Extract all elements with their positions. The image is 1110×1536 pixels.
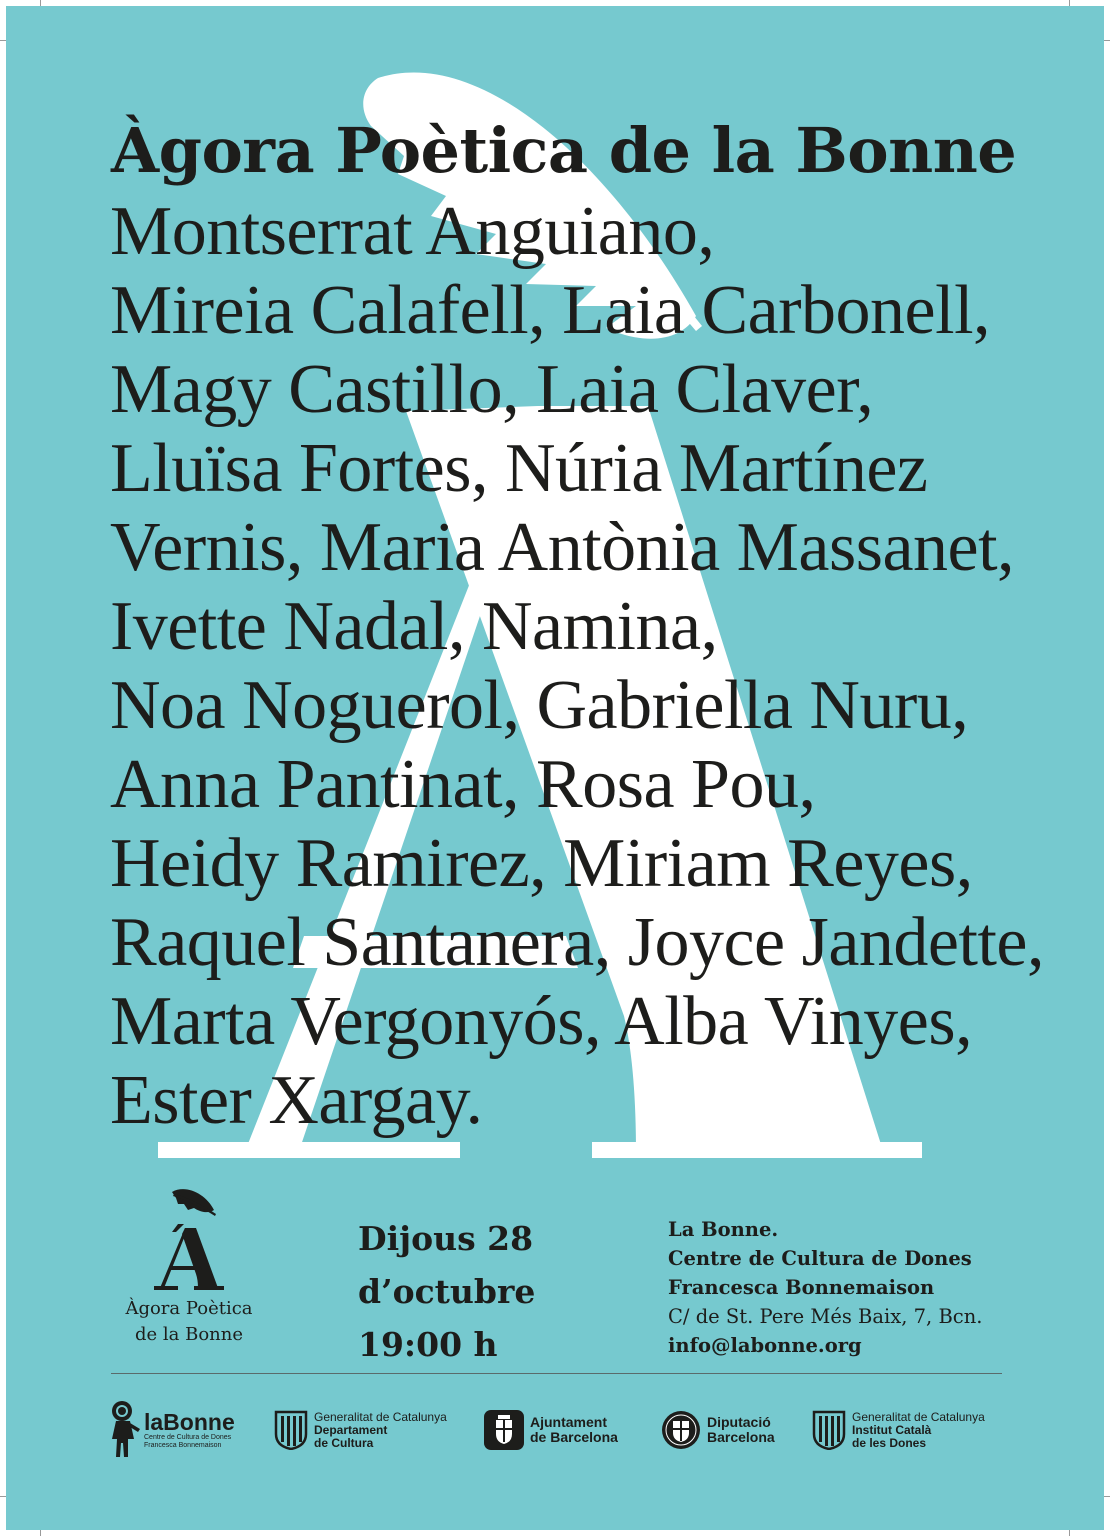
sponsor-line: Generalitat de Catalunya (852, 1409, 985, 1424)
sponsor-line: de Cultura (314, 1435, 374, 1450)
logo-caption (106, 1296, 272, 1348)
venue-name-line: La Bonne. (668, 1218, 779, 1241)
sponsor-diputacio-barcelona (661, 1402, 775, 1458)
event-time: 19:00 h (358, 1325, 498, 1364)
sponsor-labonne-name: laBonne (144, 1409, 235, 1435)
poet-line: Heidy Ramirez, Miriam Reyes, (110, 825, 973, 902)
venue-info (668, 1215, 982, 1360)
poster-title: Àgora Poètica de la Bonne (111, 114, 1017, 187)
event-date-line: Dijous 28 (358, 1219, 534, 1258)
poet-line: Magy Castillo, Laia Claver, (110, 351, 874, 428)
poet-line: Noa Noguerol, Gabriella Nuru, (110, 667, 969, 744)
round-crest-icon (661, 1410, 701, 1450)
poet-line: Vernis, Maria Antònia Massanet, (110, 509, 1015, 586)
poet-line: Marta Vergonyós, Alba Vinyes, (110, 983, 973, 1060)
senyera-shield-icon (274, 1410, 308, 1450)
sponsor-labonne-sub: Francesca Bonnemaison (144, 1442, 222, 1449)
event-date-time (358, 1212, 535, 1371)
venue-name-line: Francesca Bonnemaison (668, 1276, 935, 1299)
agora-logo-icon (144, 1184, 234, 1296)
poster (6, 6, 1104, 1530)
sponsor-line: de Barcelona (530, 1429, 618, 1445)
venue-address: C/ de St. Pere Més Baix, 7, Bcn. (668, 1305, 983, 1328)
footer-divider (111, 1373, 1002, 1374)
girl-silhouette-icon (108, 1399, 142, 1461)
sponsor-line: Generalitat de Catalunya (314, 1409, 447, 1424)
sponsor-institut-catala-dones (812, 1402, 985, 1458)
poet-line: Raquel Santanera, Joyce Jandette, (110, 904, 1044, 981)
sponsor-labonne-sub: Centre de Cultura de Dones (144, 1434, 232, 1441)
poet-line: Mireia Calafell, Laia Carbonell, (110, 272, 991, 349)
sponsor-generalitat-cultura (274, 1402, 447, 1458)
poet-line: Ivette Nadal, Namina, (110, 588, 718, 665)
venue-email-link[interactable]: info@labonne.org (668, 1334, 862, 1357)
event-date-line: d’octubre (358, 1272, 536, 1311)
sponsor-line: Institut Català (852, 1422, 932, 1437)
sponsor-line: Ajuntament (530, 1414, 607, 1430)
sponsor-line: Departament (314, 1422, 388, 1437)
sponsor-line: Diputació (707, 1414, 771, 1430)
sponsor-line: de les Dones (852, 1435, 927, 1450)
logo-caption-line: Àgora Poètica (125, 1298, 253, 1319)
sponsor-line: Barcelona (707, 1429, 775, 1445)
poet-line: Ester Xargay. (110, 1062, 483, 1139)
venue-name-line: Centre de Cultura de Dones (668, 1247, 972, 1270)
logo-caption-line: de la Bonne (134, 1324, 243, 1345)
poet-line: Montserrat Anguiano, (110, 193, 715, 270)
sponsor-ajuntament-barcelona (484, 1402, 618, 1458)
poet-line: Anna Pantinat, Rosa Pou, (110, 746, 816, 823)
city-crest-icon (484, 1410, 524, 1450)
poet-list (110, 192, 1070, 1140)
senyera-shield-icon (812, 1410, 846, 1450)
poet-line: Lluïsa Fortes, Núria Martínez (110, 430, 928, 507)
sponsor-labonne (108, 1402, 235, 1458)
